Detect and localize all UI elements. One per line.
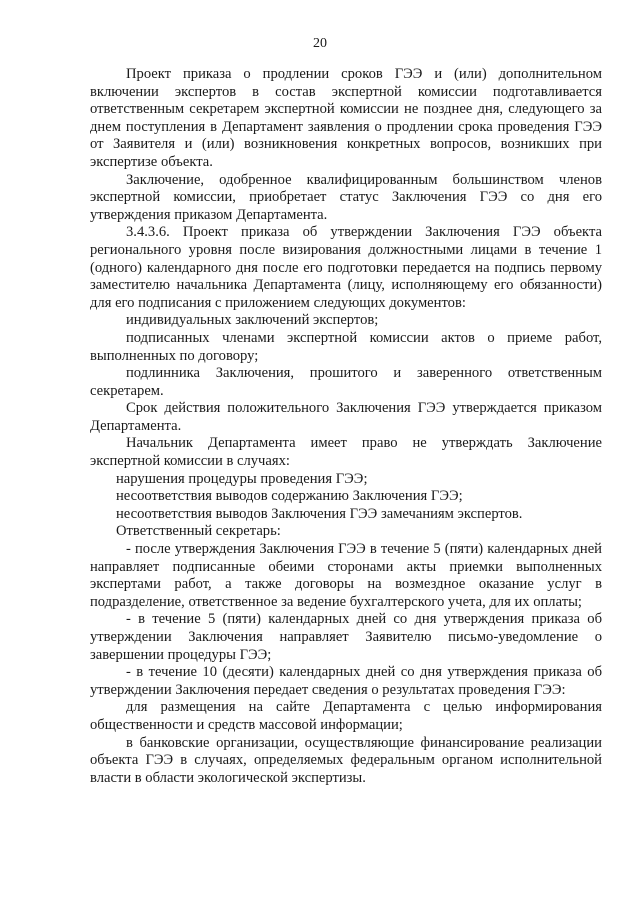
paragraph-head-right: Начальник Департамента имеет право не утверждать Заключение экспертной комиссии в случаях: (90, 435, 602, 470)
list-item-signed-acts: подписанных членами экспертной комиссии актов о приеме работ, выполненных по договору; (90, 329, 602, 364)
list-item-website-publication: для размещения на сайте Департамента с целью информирования общественности и средств массовой информации; (90, 699, 602, 733)
list-item-secretary-results: - в течение 10 (десяти) календарных дней со дня утверждения приказа об утверждении Заключения передает сведения о результатах проведения ГЭЭ: (90, 664, 602, 698)
list-item-individual-conclusions: индивидуальных заключений экспертов; (126, 312, 379, 329)
list-item-procedure-violation: нарушения процедуры проведения ГЭЭ; (116, 470, 368, 487)
list-item-remarks-mismatch: несоответствия выводов Заключения ГЭЭ замечаниям экспертов. (116, 505, 523, 522)
list-item-original-conclusion: подлинника Заключения, прошитого и заверенного ответственным секретарем. (90, 365, 602, 399)
list-item-content-mismatch: несоответствия выводов содержанию Заключения ГЭЭ; (116, 488, 463, 505)
list-item-bank-organizations: в банковские организации, осуществляющие финансирование реализации объекта ГЭЭ в случаях, определяемых федеральным органом исполнительной власти в области экологической экспертизы. (90, 734, 602, 786)
paragraph-extension-order: Проект приказа о продлении сроков ГЭЭ и (или) дополнительном включении экспертов в состав экспертной комиссии подготавливается ответственным секретарем экспертной комиссии не позднее дня, следующего за днем поступления в Департамент заявления о продлении срока проведения ГЭЭ от Заявителя и (или) возникновения конкретных вопросов, возникших при экспертизе объекта. (90, 66, 602, 170)
list-item-secretary-acts: - после утверждения Заключения ГЭЭ в течение 5 (пяти) календарных дней направляет подписанные обеими сторонами акты приемки выполненных экспертами работ, а также договоры на возмездное оказание услуг в подразделение, ответственное за ведение бухгалтерского учета, для их оплаты; (90, 541, 602, 610)
document-body (90, 66, 602, 787)
paragraph-secretary-heading: Ответственный секретарь: (116, 523, 281, 540)
list-item-secretary-notice: - в течение 5 (пяти) календарных дней со дня утверждения приказа об утверждении Заключения направляет Заявителю письмо-уведомление о завершении процедуры ГЭЭ; (90, 611, 602, 663)
page-number: 20 (313, 36, 327, 51)
paragraph-conclusion-status: Заключение, одобренное квалифицированным большинством членов экспертной комиссии, приобретает статус Заключения ГЭЭ со дня его утверждения приказом Департамента. (90, 171, 602, 223)
paragraph-validity-term: Срок действия положительного Заключения ГЭЭ утверждается приказом Департамента. (90, 400, 602, 434)
paragraph-3-4-3-6: 3.4.3.6. Проект приказа об утверждении Заключения ГЭЭ объекта регионального уровня после визирования должностными лицами в течение 1 (одного) календарного дня после его подготовки передается на подпись первому заместителю начальника Департамента (лицу, исполняющему его обязанности) для его подписания с приложением следующих документов: (90, 224, 602, 311)
